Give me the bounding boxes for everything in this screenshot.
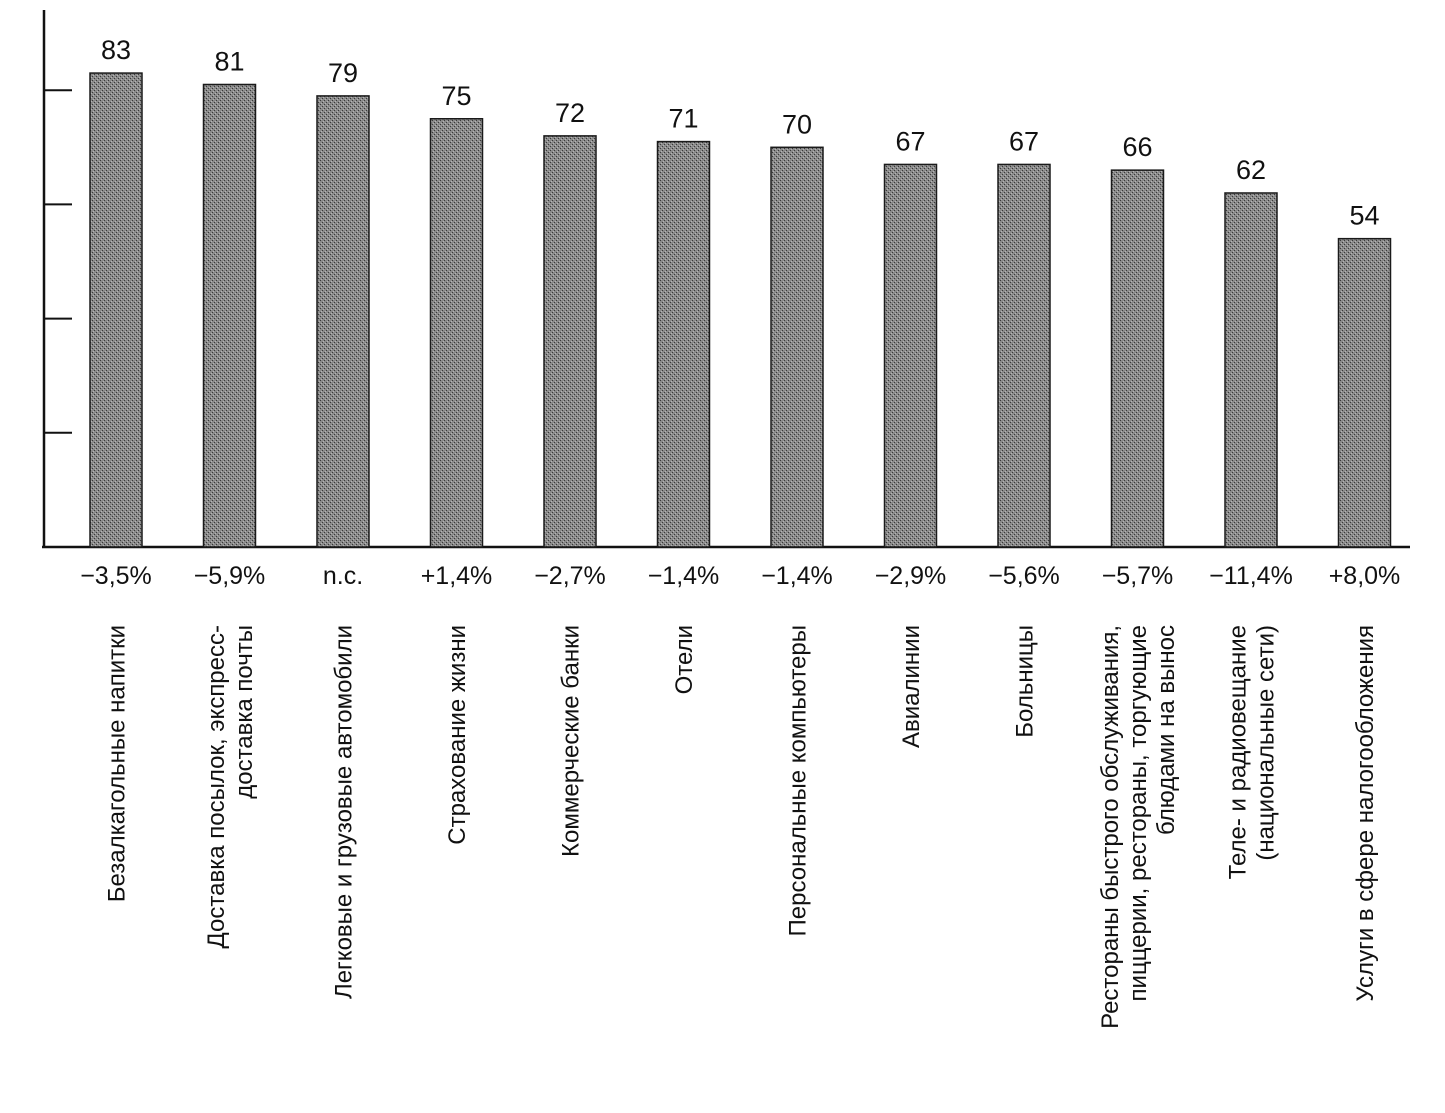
category-label-text [1011, 625, 1038, 738]
category-label-line: Легковые и грузовые автомобили [330, 625, 358, 1000]
bar [998, 164, 1050, 547]
category-label [1097, 625, 1180, 1029]
category-label [203, 625, 258, 948]
bar [771, 147, 823, 547]
bar-value-label: 66 [1122, 132, 1153, 163]
category-label-line: Персональные компьютеры [784, 625, 812, 937]
bars [90, 73, 1391, 547]
category-label-text [330, 625, 357, 999]
change-label: −2,9% [874, 562, 947, 590]
bar-value-label: 83 [100, 35, 132, 66]
category-label-line: Рестораны быстрого обслуживания, [1096, 625, 1124, 1029]
bar-value-label: 67 [895, 126, 926, 157]
change-labels [80, 562, 1400, 590]
change-label: −2,7% [534, 562, 606, 590]
category-label-line: Услуги в сфере налогообложения [1351, 625, 1379, 1002]
bar-value-label: 79 [327, 57, 359, 88]
change-label: −5,7% [1101, 562, 1174, 590]
category-label-line: (национальные сети) [1252, 625, 1280, 861]
bar-value-label: 54 [1349, 200, 1380, 231]
category-label-text [1352, 625, 1379, 1002]
category-label [557, 625, 584, 857]
category-label [1011, 625, 1038, 738]
category-label-text [898, 625, 925, 748]
category-label-text [444, 625, 471, 845]
bar-value-label: 75 [441, 80, 472, 111]
change-label: −5,6% [988, 562, 1060, 590]
category-label [1224, 625, 1279, 879]
category-label-text [671, 625, 698, 694]
bar [885, 164, 937, 547]
bar [1339, 239, 1391, 547]
category-label-text [203, 625, 258, 948]
category-label-line: Больницы [1011, 625, 1039, 738]
category-label-text [784, 625, 811, 936]
bar-value-label: 81 [214, 46, 245, 77]
bar-value-label: 67 [1008, 126, 1040, 157]
change-label: −3,5% [80, 562, 152, 590]
category-label-line: пиццерии, рестораны, торгующие [1124, 625, 1152, 1002]
category-label [898, 625, 925, 748]
category-label-line: блюдами на вынос [1152, 625, 1180, 835]
category-label-text [103, 625, 130, 902]
bar-value-label: 72 [554, 97, 586, 128]
category-label [103, 625, 130, 902]
category-label-line: Авиалинии [897, 625, 925, 748]
bar [317, 96, 369, 547]
category-label-text [557, 625, 584, 857]
bar [544, 136, 596, 547]
category-label-text [1097, 625, 1180, 1029]
category-label [1352, 625, 1379, 1002]
bar [431, 119, 483, 547]
bar [1225, 193, 1277, 547]
change-label: +8,0% [1328, 562, 1401, 590]
category-label-line: Страхование жизни [443, 625, 471, 845]
bar [658, 142, 710, 547]
category-label-line: Доставка посылок, экспресс- [202, 625, 230, 949]
bar [90, 73, 142, 547]
change-label: −1,4% [761, 562, 833, 590]
category-label-line: Коммерческие банки [557, 625, 585, 857]
category-label-line: Безалкагольные напитки [103, 625, 131, 903]
bar-value-label: 71 [668, 103, 699, 134]
category-label [671, 625, 698, 694]
category-label-text [1224, 625, 1279, 879]
change-label: −11,4% [1209, 562, 1293, 590]
category-label-line: доставка почты [230, 625, 258, 799]
bar [1112, 170, 1164, 547]
category-label-line: Теле- и радиовещание [1224, 625, 1252, 880]
bar-value-label: 70 [781, 109, 813, 140]
category-label-line: Отели [670, 625, 698, 695]
category-label [444, 625, 471, 845]
category-labels [103, 625, 1379, 1029]
category-label [784, 625, 811, 936]
change-label: −5,9% [193, 562, 266, 590]
change-label: −1,4% [647, 562, 720, 590]
bar-value-label: 62 [1235, 154, 1267, 185]
value-labels [101, 35, 1380, 231]
category-label [330, 625, 357, 999]
change-label: n.c. [322, 562, 364, 590]
change-label: +1,4% [420, 562, 493, 590]
bar [204, 84, 256, 547]
